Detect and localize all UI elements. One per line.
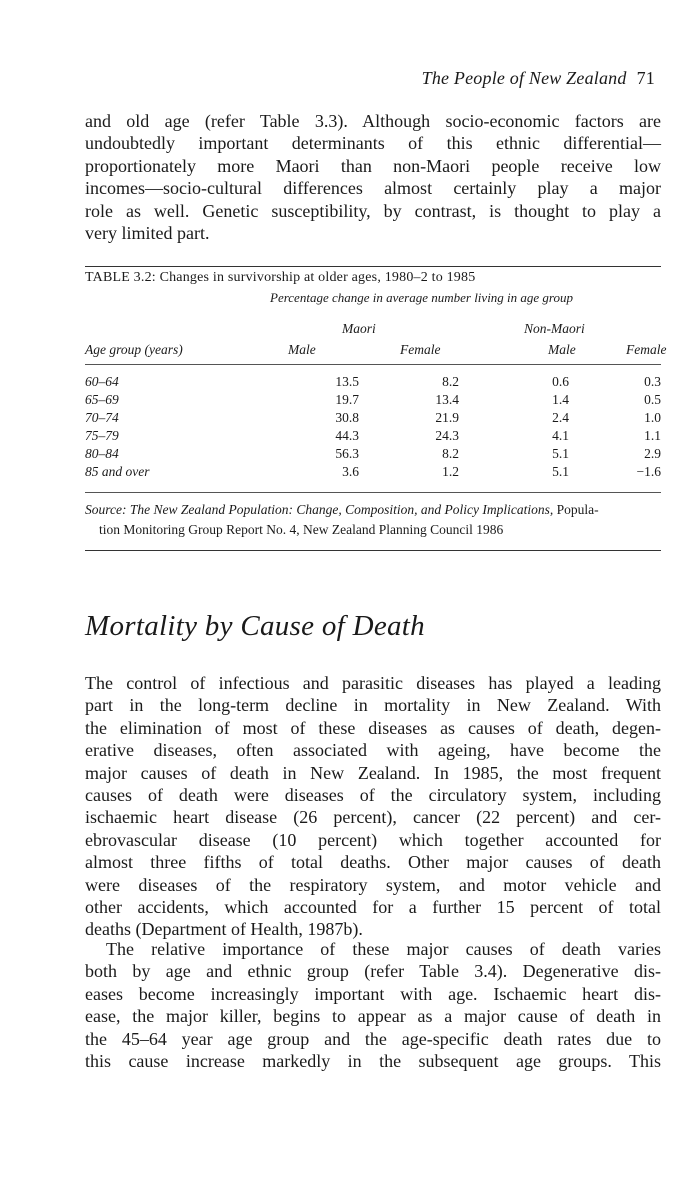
non-maori-male-cell: 1.4 xyxy=(552,392,569,407)
text-line: almost three fifths of total deaths. Other major causes of death xyxy=(85,852,661,873)
text-line: both by age and ethnic group (refer Table 3.4). Degenerative dis- xyxy=(85,961,661,982)
non-maori-male-cell: 2.4 xyxy=(552,410,569,425)
text-line: deaths (Department of Health, 1987b). xyxy=(85,919,363,940)
text-line: and old age (refer Table 3.3). Although socio-economic factors are xyxy=(85,111,661,131)
age-group-cell: 65–69 xyxy=(85,392,119,407)
table-row xyxy=(85,464,661,480)
text-line: erative diseases, often associated with ageing, have become the xyxy=(85,740,661,761)
table-header-rule xyxy=(85,364,661,365)
maori-male-cell: 56.3 xyxy=(335,446,359,461)
maori-female-cell: 8.2 xyxy=(442,446,459,461)
table-source-note xyxy=(85,500,661,540)
paragraph-3 xyxy=(85,938,661,1072)
text-line: role as well. Genetic susceptibility, by contrast, is thought to play a xyxy=(85,200,661,221)
source-label: Source: xyxy=(85,502,127,517)
maori-female-cell: 8.2 xyxy=(442,374,459,389)
running-head-title: The People of New Zealand xyxy=(421,68,627,88)
text-line: ease, the major killer, begins to appear as a major cause of death in xyxy=(85,1006,661,1027)
non-maori-male-cell: 5.1 xyxy=(552,446,569,461)
text-line: incomes—socio-cultural differences almost certainly play a major xyxy=(85,178,661,199)
maori-male-cell: 30.8 xyxy=(335,410,359,425)
age-group-cell: 85 and over xyxy=(85,464,150,479)
maori-female-cell: 21.9 xyxy=(435,410,459,425)
paragraph-1 xyxy=(85,110,661,244)
page-number: 71 xyxy=(636,68,655,88)
maori-male-cell: 44.3 xyxy=(335,428,359,443)
table-footer-rule xyxy=(85,492,661,493)
non-maori-female-cell: −1.6 xyxy=(636,464,661,479)
column-header-non-maori-male: Male xyxy=(548,342,576,357)
maori-male-cell: 13.5 xyxy=(335,374,359,389)
column-header-maori-female: Female xyxy=(400,342,441,357)
text-line: very limited part. xyxy=(85,223,210,244)
non-maori-female-cell: 0.5 xyxy=(644,392,661,407)
age-group-cell: 60–64 xyxy=(85,374,119,389)
age-group-cell: 75–79 xyxy=(85,428,119,443)
text-line: ischaemic heart disease (26 percent), cancer (22 percent) and cer- xyxy=(85,807,661,828)
table-row xyxy=(85,446,661,462)
text-line: major causes of death in New Zealand. In 1985, the most frequent xyxy=(85,762,661,783)
group-label-non-maori: Non-Maori xyxy=(524,321,585,336)
text-line: causes of death were diseases of the circulatory system, including xyxy=(85,785,661,806)
maori-male-cell: 19.7 xyxy=(335,392,359,407)
running-head xyxy=(422,68,655,89)
non-maori-female-cell: 2.9 xyxy=(644,446,661,461)
text-line: part in the long-term decline in mortality in New Zealand. With xyxy=(85,695,661,716)
table-caption: TABLE 3.2: Changes in survivorship at older ages, 1980–2 to 1985 xyxy=(85,270,476,285)
text-line: this cause increase markedly in the subsequent age groups. This xyxy=(85,1051,661,1072)
maori-female-cell: 13.4 xyxy=(435,392,459,407)
group-label-maori: Maori xyxy=(342,321,376,336)
non-maori-male-cell: 5.1 xyxy=(552,464,569,479)
table-bottom-rule xyxy=(85,550,661,551)
maori-male-cell: 3.6 xyxy=(342,464,359,479)
age-group-cell: 70–74 xyxy=(85,410,119,425)
text-line: ebrovascular disease (10 percent) which together accounted for xyxy=(85,829,661,850)
table-row xyxy=(85,392,661,408)
text-line: The control of infectious and parasitic diseases has played a leading xyxy=(85,673,661,693)
non-maori-male-cell: 0.6 xyxy=(552,374,569,389)
non-maori-male-cell: 4.1 xyxy=(552,428,569,443)
text-line: proportionately more Maori than non-Maori people receive low xyxy=(85,155,661,176)
text-line: the elimination of most of these diseases as causes of death, degen- xyxy=(85,717,661,738)
non-maori-female-cell: 0.3 xyxy=(644,374,661,389)
source-text-continued: tion Monitoring Group Report No. 4, New Zealand Planning Council 1986 xyxy=(99,522,504,537)
paragraph-2 xyxy=(85,672,661,941)
table-row xyxy=(85,428,661,444)
maori-female-cell: 1.2 xyxy=(442,464,459,479)
non-maori-female-cell: 1.1 xyxy=(644,428,661,443)
text-line: the 45–64 year age group and the age-specific death rates due to xyxy=(85,1028,661,1049)
text-line: other accidents, which accounted for a further 15 percent of total xyxy=(85,897,661,918)
section-heading: Mortality by Cause of Death xyxy=(85,610,425,642)
table-spanner-heading: Percentage change in average number living in age group xyxy=(270,290,574,305)
source-text: Popula- xyxy=(556,502,599,517)
source-title: The New Zealand Population: Change, Composition, and Policy Implications, xyxy=(129,502,554,517)
text-line: were diseases of the respiratory system, and motor vehicle and xyxy=(85,874,661,895)
text-line: The relative importance of these major causes of death varies xyxy=(106,939,661,959)
non-maori-female-cell: 1.0 xyxy=(644,410,661,425)
age-group-cell: 80–84 xyxy=(85,446,119,461)
text-line: undoubtedly important determinants of this ethnic differential— xyxy=(85,133,661,154)
table-top-rule xyxy=(85,266,661,267)
maori-female-cell: 24.3 xyxy=(435,428,459,443)
column-header-age-group: Age group (years) xyxy=(85,342,183,357)
text-line: eases become increasingly important with age. Ischaemic heart dis- xyxy=(85,983,661,1004)
table-row xyxy=(85,410,661,426)
column-header-non-maori-female: Female xyxy=(626,342,667,357)
table-row xyxy=(85,374,661,390)
column-header-maori-male: Male xyxy=(288,342,316,357)
